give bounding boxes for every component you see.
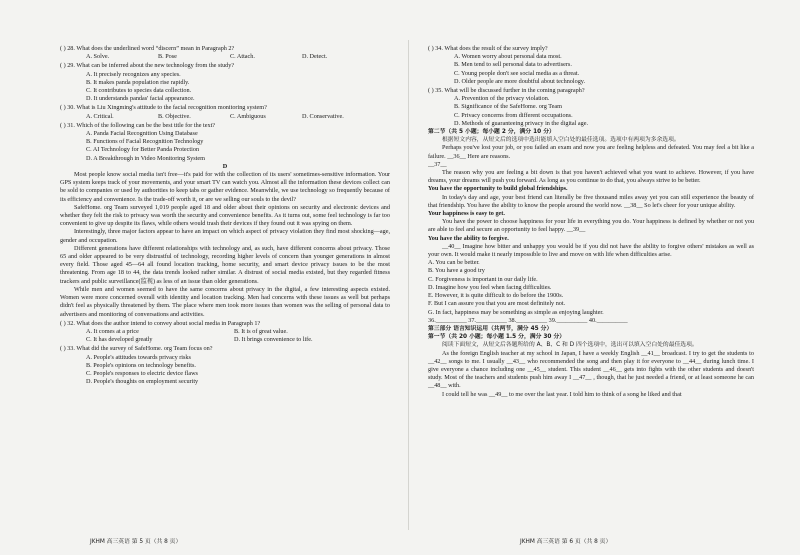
- option: C. It has developed greatly: [86, 336, 153, 344]
- page-footer-right: JKHM 高三英语 第 6 页（共 8 页）: [520, 539, 612, 545]
- gap-option: G. In fact, happiness may be something as simple as enjoying laughter.: [428, 308, 604, 316]
- gap-option: D. Imagine how you feel when facing difficulties.: [428, 283, 552, 291]
- question-32-options: [60, 336, 390, 344]
- question-32-options: [60, 328, 390, 336]
- option: C. It contributes to species data collection.: [86, 87, 192, 95]
- option: B. Men tend to sell personal data to advertisers.: [454, 61, 572, 69]
- gap-subheading: You have the opportunity to build global friendships.: [428, 185, 568, 193]
- passage-paragraph: SafeHome. org Team surveyed 1,019 people aged 18 and older about their opinions on security and electronic devices and whether they felt the risk to privacy was worth the security and convenience benefits. As it turns out, some feel technology is far too convenient to give up despite its flaws, while others would trash their devices if they found out it was spying on them.: [60, 203, 390, 228]
- question-30-options: [60, 113, 390, 121]
- option: D. Conservative.: [302, 112, 344, 120]
- option: D. A Breakthrough in Video Monitoring System: [86, 154, 205, 162]
- question-35: ( ) 35. What will be discussed further in the coming paragraph?: [428, 87, 585, 95]
- question-29: ( ) 29. What can be inferred about the new technology from the study?: [60, 62, 235, 70]
- gap-option: F. But I can assure you that you are most definitely not.: [428, 300, 566, 308]
- section-label-d: D: [222, 162, 228, 170]
- option: A. Panda Facial Recognition Using Database: [86, 130, 198, 138]
- gap-passage: __40__ Imagine how bitter and unhappy you would be if you did not have the ability to forgive others' mistakes as well as your own. It would make it nearly impossible to live and move on with life when difficulties arise.: [428, 242, 754, 259]
- gap-option: B. You have a good try: [428, 267, 485, 275]
- option: A. People's attitudes towards privacy risks: [86, 353, 191, 361]
- passage-paragraph: While men and women seemed to have the same concerns about privacy in the digital, a few interesting aspects existed. Women were more concerned overall with identity and location tracking. Men had concerns with these issues as well but perhaps didn't feel as physically threatened by them. The place where men took more issues than women was the selling of personal data to advertisers and monitoring of conversations and activities.: [60, 285, 390, 318]
- option: A. It precisely recognizes any species.: [86, 70, 181, 78]
- left-page: [60, 44, 390, 386]
- section-2-heading: 第二节（共 5 小题；每小题 2 分，满分 10 分）: [428, 129, 555, 136]
- option: A. Critical.: [86, 112, 114, 120]
- cloze-passage: As the foreign English teacher at my school in Japan, I have a weekly English __41__ broadcast. I try to get the students to __42__ songs to me. I usually __43__ who recommended the song and then play it for everyone to __44__ during lunch time. I give everyone a chance including one __45__ student. This student __46__ gets into fights with the other students and doesn't study. Most of the teachers and students push him away I __47__ , though, that he just needed a friend, or at least someone he can __48__ with.: [428, 349, 754, 390]
- option: D. It understands pandas' facial appearance.: [86, 95, 195, 103]
- option: B. It is of great value.: [234, 327, 288, 335]
- gap-passage: The reason why you are feeling a bit down is that you haven't achieved what you want to achieve. However, if you have dreams, your dreams will push you forward. As long as you continue to do that, you always strive to be better.: [428, 169, 754, 185]
- question-32: ( ) 32. What does the author intend to convey about social media in Paragraph 1?: [60, 319, 261, 327]
- option: B. It makes panda population rise rapidly.: [86, 78, 190, 86]
- option: D. Older people are more doubtful about technology.: [454, 77, 586, 85]
- option: C. Attach.: [230, 53, 255, 61]
- cloze-passage: I could tell he was __49__ to me over the last year. I told him to think of a song he liked and that: [442, 390, 682, 398]
- option: A. Solve.: [86, 53, 110, 61]
- question-30: ( ) 30. What is Liu Xingming's attitude to the facial recognition monitoring system?: [60, 104, 267, 112]
- part-3-section-1-heading: 第一节（共 20 小题；每小题 1.5 分，满分 30 分）: [428, 334, 566, 341]
- option: D. Detect.: [302, 53, 328, 61]
- question-33: ( ) 33. What did the survey of SafeHome. org Team focus on?: [60, 345, 213, 353]
- answer-line: 36.__________ 37.__________ 38.__________ 39.__________ 40.__________: [428, 316, 628, 324]
- option: C. AI Technology for Better Panda Protection: [86, 146, 200, 154]
- passage-paragraph: Different generations have different relationships with technology and, as such, have different concerns about privacy. Those 65 and older appeared to be very distrustful of technology, recording higher levels of concern than younger generations in almost every field. Those aged 45—64 all found location tracking, home security, and smart device privacy issues to be the most threatening. From age 18 to 44, the data trends looked rather similar. A distrust of social media existed, but they regarded fitness trackers and public surveillance(监视) as less of an issue than older generations.: [60, 244, 390, 285]
- gap-blank: __37__: [428, 160, 447, 168]
- question-31: ( ) 31. Which of the following can be the best title for the text?: [60, 121, 216, 129]
- option: C. Ambiguous: [230, 112, 266, 120]
- option: A. Women worry about personal data most.: [454, 53, 562, 61]
- option: B. Pose: [158, 53, 177, 61]
- page-footer-left: JKHM 高三英语 第 5 页（共 8 页）: [90, 539, 182, 545]
- option: B. Functions of Facial Recognition Technology: [86, 138, 204, 146]
- right-page: [428, 44, 754, 399]
- gap-option: A. You can be better.: [428, 259, 480, 267]
- part-3-instructions: 阅读下面短文，从短文后各题所给的 A、B、C 和 D 四个选项中，选出可以填入空白处的最佳选项。: [442, 342, 698, 349]
- page-divider: [408, 40, 409, 530]
- option: D. It brings convenience to life.: [234, 336, 313, 344]
- gap-passage: Perhaps you've lost your job, or you failed an exam and now you are feeling helpless and defeated. You may feel a bit like a failure. __36__ Here are reasons.: [428, 144, 754, 160]
- part-3-heading: 第三部分 语言知识运用（共两节，满分 45 分）: [428, 325, 553, 332]
- gap-passage: In today's day and age, your best friend can literally be five thousand miles away yet you can still experience the beauty of that friendship. You have the ability to know the people around the world now. __38__ So let's cheer for your unique ability.: [428, 193, 754, 209]
- passage-paragraph: Interestingly, three major factors appear to have an impact on which aspect of privacy violation they find most shocking—age, gender and occupation.: [60, 228, 390, 244]
- gap-subheading: Your happiness is easy to get.: [428, 210, 505, 218]
- option: D. Methods of guaranteeing privacy in the digital age.: [454, 119, 589, 127]
- option: B. Objective.: [158, 112, 191, 120]
- option: A. It comes at a price: [86, 327, 139, 335]
- gap-passage: You have the power to choose happiness for your life in everything you do. Your happiness is defined by whether or not you are able to feel and secure an opportunity to feel happy. __39__: [428, 218, 754, 234]
- option: D. People's thoughts on employment security: [86, 378, 199, 386]
- option: B. Significance of the SafeHome. org Team: [454, 103, 562, 111]
- passage-paragraph: Most people know social media isn't free—it's paid for with the collection of its users' sometimes-sensitive information. Your GPS system keeps track of your movements, and your smart TV can watch you. Almost all the information these devices collect can be sold to companies or used by authorities to keep tabs or gather evidence. Meanwhile, we use technology so frequently because of its efficiency and convenience. Is the trade-off worth it, or are we selling our souls to the devil?: [60, 171, 390, 203]
- option: C. Young people don't see social media as a threat.: [454, 69, 580, 77]
- gap-option: C. Forgiveness is important in our daily life.: [428, 275, 538, 283]
- option: C. People's responses to electric device flaws: [86, 369, 198, 377]
- question-28: ( ) 28. What does the underlined word “discern” mean in Paragraph 2?: [60, 45, 235, 52]
- option: A. Prevention of the privacy violation.: [454, 95, 550, 103]
- option: C. Privacy concerns from different occupations.: [454, 111, 573, 119]
- section-2-instructions: 根据短文内容，从短文后的选项中选出能填入空白处的最佳选项。选项中有两项为多余选项。: [442, 137, 680, 144]
- gap-subheading: You have the ability to forgive.: [428, 234, 509, 242]
- gap-option: E. However, it is quite difficult to do before the 1900s.: [428, 292, 564, 300]
- question-34: ( ) 34. What does the result of the survey imply?: [428, 45, 548, 52]
- question-28-options: [60, 53, 390, 61]
- option: B. People's opinions on technology benefits.: [86, 361, 196, 369]
